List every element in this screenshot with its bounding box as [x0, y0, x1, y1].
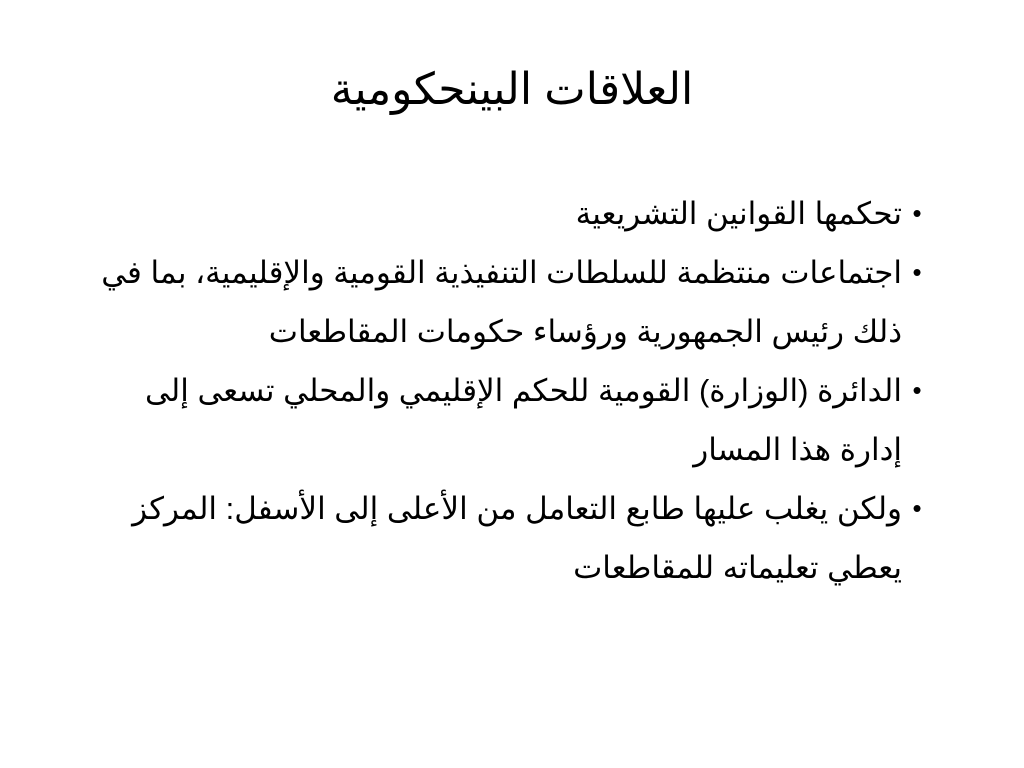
- bullet-text: تحكمها القوانين التشريعية: [575, 196, 902, 231]
- slide-title: العلاقات البينحكومية: [330, 65, 694, 114]
- bullet-item: [78, 361, 932, 479]
- bullet-icon: •: [912, 375, 922, 405]
- bullet-text: اجتماعات منتظمة للسلطات التنفيذية القومية والإقليمية، بما في ذلك رئيس الجمهورية ورؤساء حكومات المقاطعات: [101, 255, 902, 349]
- bullet-item: [78, 243, 932, 361]
- bullet-item: [78, 479, 932, 597]
- bullet-text: ولكن يغلب عليها طابع التعامل من الأعلى إلى الأسفل: المركز يعطي تعليماته للمقاطعات: [132, 491, 902, 585]
- bullet-text: الدائرة (الوزارة) القومية للحكم الإقليمي والمحلي تسعى إلى إدارة هذا المسار: [144, 373, 902, 467]
- bullet-icon: •: [912, 493, 922, 523]
- bullet-item: [78, 184, 932, 243]
- bullet-icon: •: [912, 198, 922, 228]
- bullet-list: [78, 184, 932, 597]
- bullet-icon: •: [912, 257, 922, 287]
